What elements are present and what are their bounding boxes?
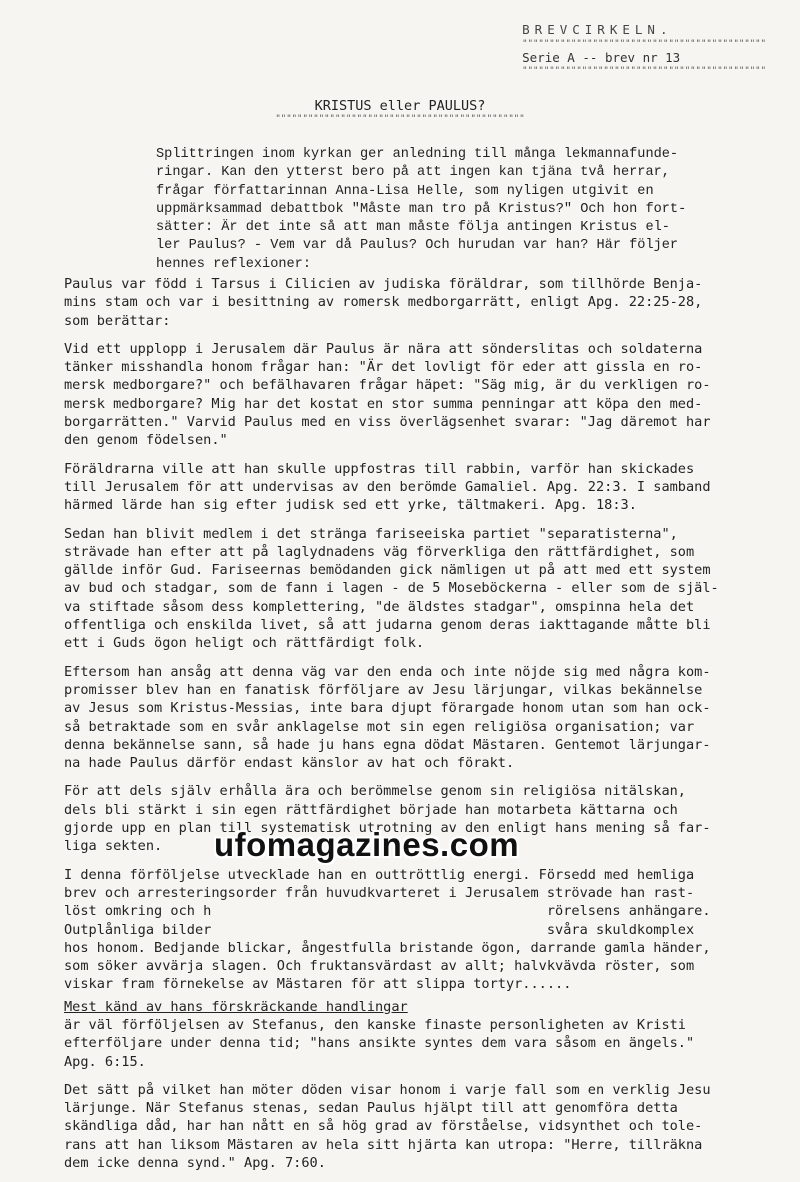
article-title: KRISTUS eller PAULUS?: [314, 98, 486, 114]
paragraph: är väl förföljelsen av Stefanus, den kanske finaste personligheten av Kristi efterföljare under denna tid; "hans ansikte syntes dem vara såsom en ängels." Apg. 6:15.: [64, 1016, 695, 1070]
title-rule: """""""""""""""""""""""""""""""""""""""""""""": [275, 114, 525, 124]
issue-number: Serie A -- brev nr 13: [522, 49, 681, 65]
paragraph: Paulus var född i Tarsus i Cilicien av judiska föräldrar, som tillhörde Benja- mins stam och var i besittning av romersk medborgarrätt, enligt Apg. 22:25-28, som berättar:: [64, 276, 703, 329]
paragraph: Sedan han blivit medlem i det stränga fariseeiska partiet "separatisterna", strävade han efter att på laglydnadens väg förverkliga den rättfärdighet, som gällde inför Gud. Fariseernas bemödanden gick nämligen ut på att med ett system av bud och stadgar, som de fann i lagen - de 5 Moseböckerna - eller som de själ- va stiftade såsom dess komplettering, "de äldstes stadgar", omspinna hela det offentliga och enskilda livet, så att judarna genom deras iakttagande måtte bli ett i Guds ögon heligt och rättfärdigt folk.: [64, 525, 719, 652]
publication-name: BREVCIRKELN.: [522, 22, 673, 37]
paragraph: Föräldrarna ville att han skulle uppfostras till rabbin, varför han skickades till Jerusalem för att undervisas av den berömde Gamaliel. Apg. 22:3. I samband härmed lärde han sig efter judisk sed ett yrke, tältmakeri. Apg. 18:3.: [64, 460, 711, 514]
watermark: ufomagazines.com: [214, 826, 520, 863]
masthead-rule: """"""""""""""""""""""""""""""""""""""""""""": [522, 38, 766, 49]
article-body: [64, 275, 776, 1182]
paragraph: Vid ett upplopp i Jerusalem där Paulus är nära att sönderslitas och soldaterna tänker misshandla honom frågar han: "Är det lovligt för eder att gissla en ro- mersk medborgare?" och befälhavaren frågar häpet: "Säg mig, är du verkligen ro- mersk medborgare? Mig har det kostat en stor summa penningar att köpa den med- borgarrätten." Varvid Paulus med en viss överlägsenhet svarar: "Jag däremot har den genom födelsen.": [64, 340, 711, 449]
paragraph: Eftersom han ansåg att denna väg var den enda och inte nöjde sig med några kom- promisser blev han en fanatisk förföljare av Jesu lärjungar, vilkas bekännelse av Jesus som Kristus-Messias, inte bara djupt förargade honom utan som han ock- så betraktade som en svår anklagelse mot sin egen religiösa organisation; var denna bekännelse sann, så hade ju hans egna dödat Mästaren. Gentemot lärjungar- na hade Paulus därför endast känslor av hat och förakt.: [64, 663, 711, 772]
paragraph: Det sätt på vilket han möter döden visar honom i varje fall som en verklig Jesu lärjunge. När Stefanus stenas, sedan Paulus hjälpt till att genomföra detta skändliga dåd, har han nått en så hög grad av förståelse, vidsynthet och tole- rans att han liksom Mästaren av hela sitt hjärta kan utropa: "Herre, tillräkna dem icke denna synd." Apg. 7:60.: [64, 1081, 711, 1172]
paragraph: I denna förföljelse utvecklade han en outtröttlig energi. Försedd med hemliga brev och arresteringsorder från huvudkvarteret i Jerusalem strövade han rast- löst omkring och h rörelsens anhängare. Outplånliga bilder svåra skuldkomplex hos honom. Bedjande blickar, ångestfulla bristande ögon, darrande gamla händer, som söker avvärja slagen. Och fruktansvärdast av allt; halvkvävda röster, som viskar fram förnekelse av Mästaren för att slippa tortyr......: [64, 866, 711, 993]
paragraph: För att dels själv erhålla ära och berömmelse genom sin religiösa nitälskan, dels bli stärkt i sin egen rättfärdighet började han motarbeta kättarna och gjorde upp en plan till systematisk utrotning av den enligt hans mening så far- liga sekten.: [64, 783, 711, 855]
issue-rule: """"""""""""""""""""""""""""""""""""""""""""": [522, 66, 766, 77]
masthead: [522, 22, 766, 77]
title-block: [0, 95, 800, 124]
intro-paragraph: Splittringen inom kyrkan ger anledning till många lekmannafunde- ringar. Kan den ytterst bero på att ingen kan tjäna två herrar, frågar författarinnan Anna-Lisa Helle, som nyligen utgivit en uppmärksammad debattbok "Måste man tro på Kristus?" Och hon fort- sätter: Är det inte så att man måste följa antingen Kristus el- ler Paulus? - Vem var då Paulus? Och hurudan var han? Här följer hennes reflexioner:: [156, 147, 687, 272]
section-heading: Mest känd av hans förskräckande handlingar: [64, 998, 408, 1015]
